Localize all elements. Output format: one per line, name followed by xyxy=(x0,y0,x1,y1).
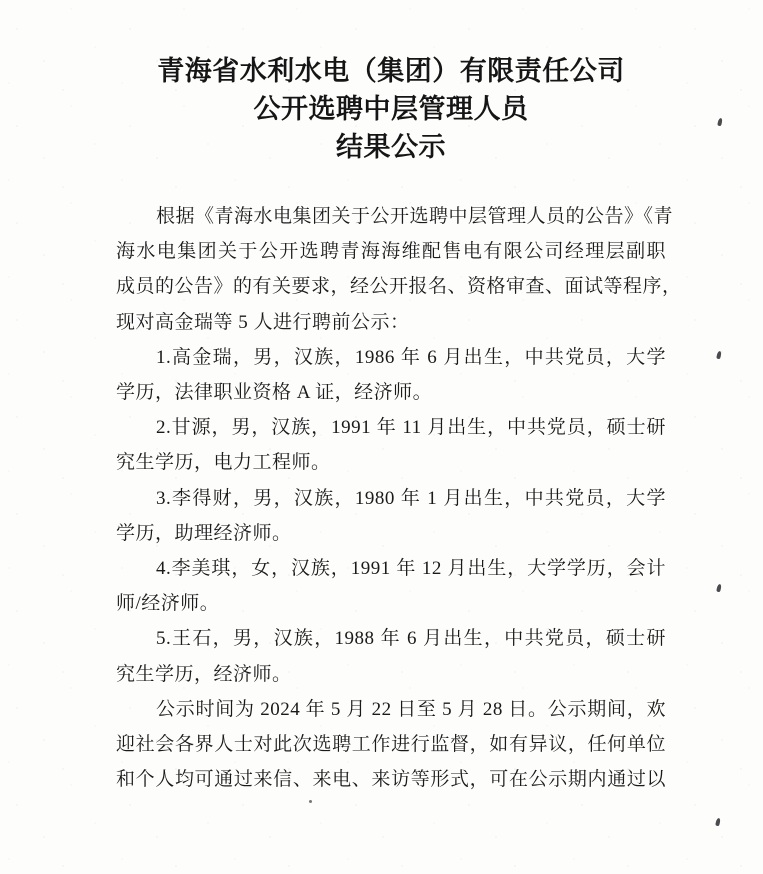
body-line-person3-b: 学历，助理经济师。 xyxy=(116,522,292,544)
scan-artifact-mark xyxy=(716,351,722,360)
body-line-intro-2: 海水电集团关于公开选聘青海海维配售电有限公司经理层副职 xyxy=(116,241,666,263)
body-line-person5-a: 5.王石，男，汉族，1988 年 6 月出生，中共党员，硕士研 xyxy=(156,628,666,650)
title-line-result: 结果公示 xyxy=(336,132,446,162)
body-line-intro-1: 根据《青海水电集团关于公开选聘中层管理人员的公告》《青 xyxy=(156,206,674,227)
document-title xyxy=(116,52,666,166)
body-line-person5-b: 究生学历，经济师。 xyxy=(116,663,292,685)
body-line-person2-b: 究生学历，电力工程师。 xyxy=(116,452,331,474)
body-line-intro-4: 现对高金瑞等 5 人进行聘前公示： xyxy=(116,311,410,333)
body-line-person1-a: 1.高金瑞，男，汉族，1986 年 6 月出生，中共党员，大学 xyxy=(156,346,666,368)
body-line-intro-3: 成员的公告》的有关要求，经公开报名、资格审查、面试等程序， xyxy=(116,276,682,298)
scan-artifact-mark xyxy=(717,118,723,127)
body-line-period-3: 和个人均可通过来信、来电、来访等形式，可在公示期内通过以 xyxy=(116,769,666,791)
title-line-subject: 公开选聘中层管理人员 xyxy=(253,94,529,124)
scan-speck xyxy=(309,800,312,803)
scan-artifact-mark xyxy=(715,818,721,827)
body-line-person3-a: 3.李得财，男，汉族，1980 年 1 月出生，中共党员，大学 xyxy=(156,487,666,509)
title-line-company: 青海省水利水电（集团）有限责任公司 xyxy=(157,56,625,86)
body-line-person2-a: 2.甘源，男，汉族，1991 年 11 月出生，中共党员，硕士研 xyxy=(156,417,666,439)
body-line-period-1: 公示时间为 2024 年 5 月 22 日至 5 月 28 日。公示期间，欢 xyxy=(156,698,666,720)
scan-artifact-mark xyxy=(716,584,722,593)
body-line-person4-b: 师/经济师。 xyxy=(116,593,220,615)
body-line-person4-a: 4.李美琪，女，汉族，1991 年 12 月出生，大学学历，会计 xyxy=(156,558,666,580)
document-body xyxy=(116,199,682,797)
body-line-person1-b: 学历，法律职业资格 A 证，经济师。 xyxy=(116,382,433,404)
body-line-period-2: 迎社会各界人士对此次选聘工作进行监督，如有异议，任何单位 xyxy=(116,734,666,756)
